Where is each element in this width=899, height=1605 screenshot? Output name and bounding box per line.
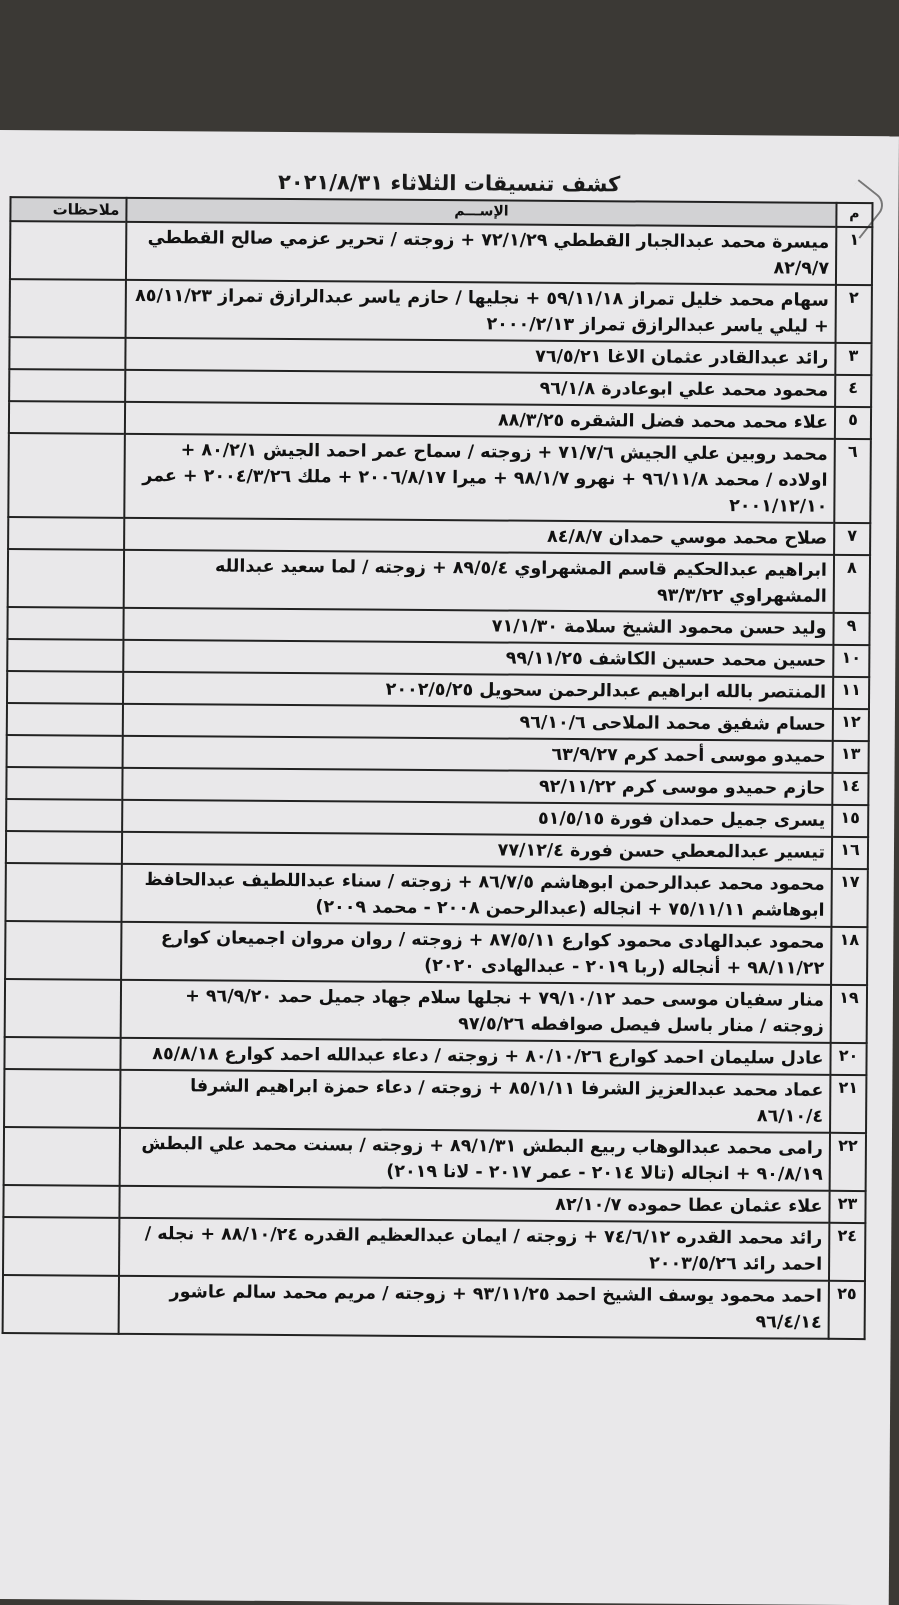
table-row bbox=[5, 863, 867, 927]
row-number: ٢١ bbox=[830, 1075, 866, 1133]
row-number: ٢٤ bbox=[829, 1223, 865, 1281]
row-name-text: احمد محمود يوسف الشيخ احمد ٩٣/١١/٢٥ + زوجته / مريم محمد سالم عاشور ٩٦/٤/١٤ bbox=[119, 1276, 829, 1339]
row-name-text: صلاح محمد موسي حمدان ٨٤/٨/٧ bbox=[124, 518, 834, 555]
row-number: ١٦ bbox=[832, 837, 868, 869]
row-name-text: سهام محمد خليل تمراز ٥٩/١١/١٨ + نجليها / حازم ياسر عبدالرازق تمراز ٨٥/١١/٢٣ + ليلي ياسر عبدالرازق تمراز ٢٠٠٠/٢/١٣ bbox=[126, 280, 836, 343]
row-number: ٦ bbox=[834, 439, 871, 523]
row-name-text: علاء عثمان عطا حموده ٨٢/١٠/٧ bbox=[119, 1186, 829, 1223]
row-number: ٧ bbox=[834, 523, 870, 555]
row-notes bbox=[5, 921, 121, 980]
row-notes bbox=[4, 1037, 120, 1070]
row-number: ١٨ bbox=[831, 927, 867, 985]
row-number: ١١ bbox=[833, 677, 869, 709]
row-name-text: عادل سليمان احمد كوارع ٨٠/١٠/٢٦ + زوجته / دعاء عبدالله احمد كوارع ٨٥/٨/١٨ bbox=[120, 1038, 830, 1075]
row-notes bbox=[5, 863, 121, 922]
row-name-text: محمد روبين علي الجيش ٧١/٧/٦ + زوجته / سماح عمر احمد الجيش ٨٠/٢/١ + اولاده / محمد ٩٦/١١/٨ + نهرو ٩٨/١/٧ + ميرا ٢٠٠٦/٨/١٧ + ملك ٢٠٠٤/٣/٢٦ + عمر ٢٠٠١/١٢/١٠ bbox=[124, 434, 835, 523]
row-notes bbox=[9, 337, 125, 370]
row-name-text: ابراهيم عبدالحكيم قاسم المشهراوي ٨٩/٥/٤ + زوجته / لما سعيد عبدالله المشهراوي ٩٣/٣/٢٢ bbox=[124, 550, 834, 613]
row-name-text: حسام شفيق محمد الملاحى ٩٦/١٠/٦ bbox=[123, 704, 833, 741]
row-name-text: يسرى جميل حمدان فورة ٥١/٥/١٥ bbox=[122, 800, 832, 837]
row-number: ١٠ bbox=[833, 645, 869, 677]
row-name-text: عماد محمد عبدالعزيز الشرفا ٨٥/١/١١ + زوجته / دعاء حمزة ابراهيم الشرفا ٨٦/١٠/٤ bbox=[120, 1070, 830, 1133]
row-number: ٥ bbox=[835, 407, 871, 439]
row-name-text: محمود عبدالهادى محمود كوارع ٨٧/٥/١١ + زوجته / روان مروان اجميعان كوارع ٩٨/١١/٢٢ + أنجاله (ربا ٢٠١٩ - عبدالهادى ٢٠٢٠) bbox=[121, 922, 831, 985]
row-name-text: تيسير عبدالمعطي حسن فورة ٧٧/١٢/٤ bbox=[122, 832, 832, 869]
row-number: ٢٢ bbox=[830, 1133, 866, 1191]
row-notes bbox=[10, 279, 126, 338]
row-number: ١٥ bbox=[832, 805, 868, 837]
row-notes bbox=[3, 1217, 119, 1276]
row-notes bbox=[7, 671, 123, 704]
paper-sheet bbox=[0, 130, 899, 1605]
row-number: ١ bbox=[836, 227, 872, 285]
row-number: ١٤ bbox=[832, 773, 868, 805]
row-number: ١٩ bbox=[831, 985, 867, 1043]
header-notes: ملاحظات bbox=[10, 197, 126, 222]
row-name-text: محمود محمد علي ابوعادرة ٩٦/١/٨ bbox=[125, 370, 835, 407]
row-number: ٤ bbox=[835, 375, 871, 407]
row-number: ٢ bbox=[836, 285, 872, 343]
table-row bbox=[4, 1127, 866, 1191]
row-notes bbox=[4, 1069, 120, 1128]
row-number: ٣ bbox=[835, 343, 871, 375]
row-name-text: منار سفيان موسى حمد ٧٩/١٠/١٢ + نجلها سلام جهاد جميل حمد ٩٦/٩/٢٠ + زوجته / منار باسل فيصل صوافطه ٩٧/٥/٢٦ bbox=[121, 980, 831, 1043]
row-number: ٢٣ bbox=[829, 1191, 865, 1223]
row-name-text: رامى محمد عبدالوهاب ربيع البطش ٨٩/١/٣١ + زوجته / بسنت محمد علي البطش ٩٠/٨/١٩ + انجاله (تالا ٢٠١٤ - عمر ٢٠١٧ - لانا ٢٠١٩) bbox=[120, 1128, 830, 1191]
row-notes bbox=[8, 517, 124, 550]
row-name-text: حسين محمد حسين الكاشف ٩٩/١١/٢٥ bbox=[123, 640, 833, 677]
table-row bbox=[10, 279, 872, 343]
header-name: الإســـم bbox=[126, 198, 836, 227]
row-notes bbox=[10, 221, 126, 280]
row-notes bbox=[3, 1275, 119, 1334]
row-name-text: وليد حسن محمود الشيخ سلامة ٧١/١/٣٠ bbox=[123, 608, 833, 645]
header-number: م bbox=[836, 203, 872, 227]
row-number: ١٣ bbox=[833, 741, 869, 773]
row-number: ١٢ bbox=[833, 709, 869, 741]
table-row bbox=[5, 979, 867, 1043]
row-notes bbox=[7, 607, 123, 640]
row-name-text: علاء محمد محمد فضل الشقره ٨٨/٣/٢٥ bbox=[125, 402, 835, 439]
row-notes bbox=[7, 735, 123, 768]
row-name-text: حميدو موسى أحمد كرم ٦٣/٩/٢٧ bbox=[123, 736, 833, 773]
row-notes bbox=[6, 767, 122, 800]
row-notes bbox=[6, 831, 122, 864]
row-notes bbox=[7, 703, 123, 736]
row-notes bbox=[8, 433, 125, 518]
row-notes bbox=[9, 369, 125, 402]
names-table bbox=[2, 196, 874, 1340]
table-body bbox=[3, 221, 873, 1339]
row-number: ٢٥ bbox=[829, 1281, 865, 1339]
row-name-text: محمود محمد عبدالرحمن ابوهاشم ٨٦/٧/٥ + زوجته / سناء عبداللطيف عبدالحافظ ابوهاشم ٧٥/١١/١١ + انجاله (عبدالرحمن ٢٠٠٨ - محمد ٢٠٠٩) bbox=[121, 864, 831, 927]
table-row bbox=[8, 433, 871, 523]
row-notes bbox=[3, 1185, 119, 1218]
row-notes bbox=[4, 1127, 120, 1186]
table-row bbox=[10, 221, 872, 285]
table-row bbox=[3, 1275, 865, 1339]
row-name-text: ميسرة محمد عبدالجبار القططي ٧٢/١/٢٩ + زوجته / تحرير عزمي صالح القططي ٨٢/٩/٧ bbox=[126, 222, 836, 285]
row-notes bbox=[7, 639, 123, 672]
document-title: كشف تنسيقات الثلاثاء ٢٠٢١/٨/٣١ bbox=[277, 169, 621, 197]
table-row bbox=[4, 1069, 866, 1133]
table-row bbox=[8, 549, 870, 613]
row-name-text: المنتصر بالله ابراهيم عبدالرحمن سحويل ٢٠٠٢/٥/٢٥ bbox=[123, 672, 833, 709]
row-notes bbox=[9, 401, 125, 434]
row-name-text: رائد محمد القدره ٧٤/٦/١٢ + زوجته / ايمان عبدالعظيم القدره ٨٨/١٠/٢٤ + نجله / احمد رائد ٢٠٠٣/٥/٢٦ bbox=[119, 1218, 829, 1281]
row-number: ١٧ bbox=[831, 869, 867, 927]
row-number: ٩ bbox=[833, 613, 869, 645]
row-name-text: حازم حميدو موسى كرم ٩٢/١١/٢٢ bbox=[122, 768, 832, 805]
row-notes bbox=[5, 979, 121, 1038]
table-row bbox=[3, 1217, 865, 1281]
row-notes bbox=[6, 799, 122, 832]
row-notes bbox=[8, 549, 124, 608]
row-number: ٢٠ bbox=[830, 1043, 866, 1075]
row-number: ٨ bbox=[834, 555, 870, 613]
row-name-text: رائد عبدالقادر عثمان الاغا ٧٦/٥/٢١ bbox=[125, 338, 835, 375]
table-row bbox=[5, 921, 867, 985]
